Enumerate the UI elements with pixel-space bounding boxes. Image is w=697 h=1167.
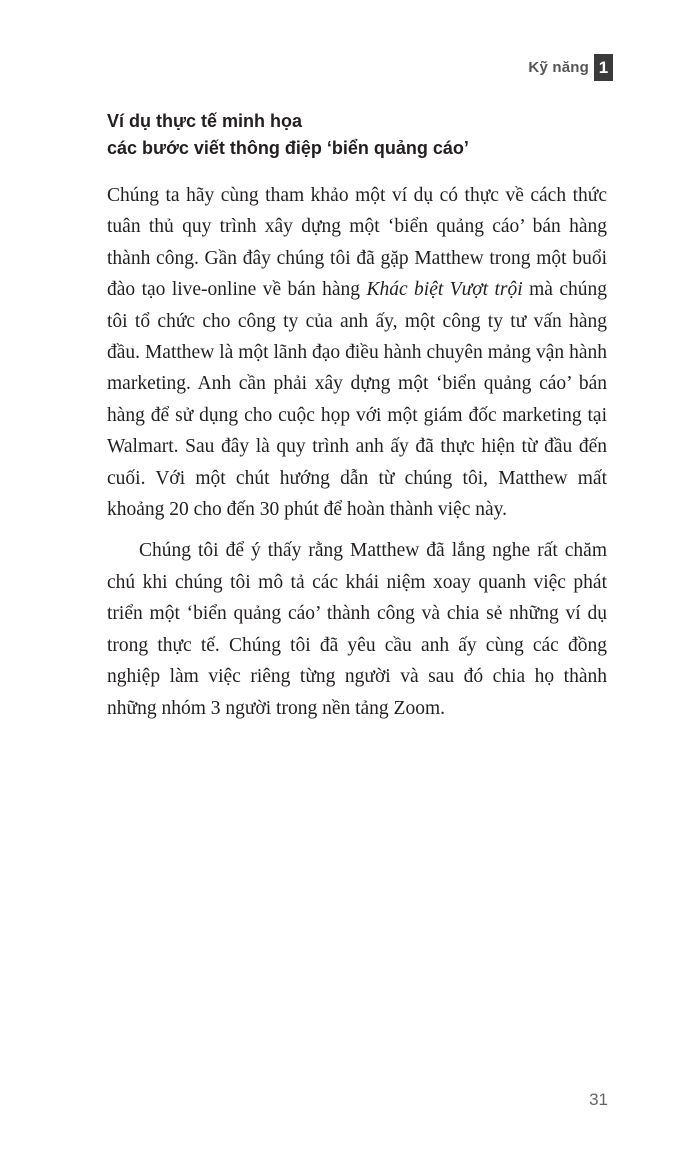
body-text bbox=[107, 180, 607, 724]
paragraph-1-italic-title: Khác biệt Vượt trội bbox=[366, 279, 523, 301]
chapter-number-badge: 1 bbox=[594, 54, 613, 81]
paragraph-1-text-a: Chúng ta hãy cùng tham khảo một ví dụ có thực về cách thức tuân thủ quy trình xây dựng một ‘biển quảng cáo’ bán hàng thành công. Gần đây chúng tôi đã gặp Matthew trong một buổi đào tạo live-online về bán hàng bbox=[107, 185, 607, 301]
paragraph-1 bbox=[107, 180, 607, 525]
paragraph-1-text-b: mà chúng tôi tổ chức cho công ty của anh ấy, một công ty tư vấn hàng đầu. Matthew là một lãnh đạo điều hành chuyên mảng vận hành marketing. Anh cần phải xây dựng một ‘biển quảng cáo’ bán hàng để sử dụng cho cuộc họp với một giám đốc marketing tại Walmart. Sau đây là quy trình anh ấy đã thực hiện từ đầu đến cuối. Với một chút hướng dẫn từ chúng tôi, Matthew mất khoảng 20 cho đến 30 phút để hoàn thành việc này. bbox=[107, 279, 607, 521]
running-head bbox=[528, 54, 613, 81]
page-number: 31 bbox=[589, 1090, 608, 1109]
running-head-label: Kỹ năng bbox=[528, 59, 589, 76]
section-heading bbox=[107, 108, 607, 162]
section-heading-line-2: các bước viết thông điệp ‘biển quảng cáo’ bbox=[107, 138, 469, 158]
section-heading-line-1: Ví dụ thực tế minh họa bbox=[107, 111, 303, 131]
paragraph-2: Chúng tôi để ý thấy rằng Matthew đã lắng nghe rất chăm chú khi chúng tôi mô tả các khái niệm xoay quanh việc phát triển một ‘biển quảng cáo’ thành công và chia sẻ những ví dụ trong thực tế. Chúng tôi đã yêu cầu anh ấy cùng các đồng nghiệp làm việc riêng từng người và sau đó chia họ thành những nhóm 3 người trong nền tảng Zoom. bbox=[107, 540, 607, 719]
